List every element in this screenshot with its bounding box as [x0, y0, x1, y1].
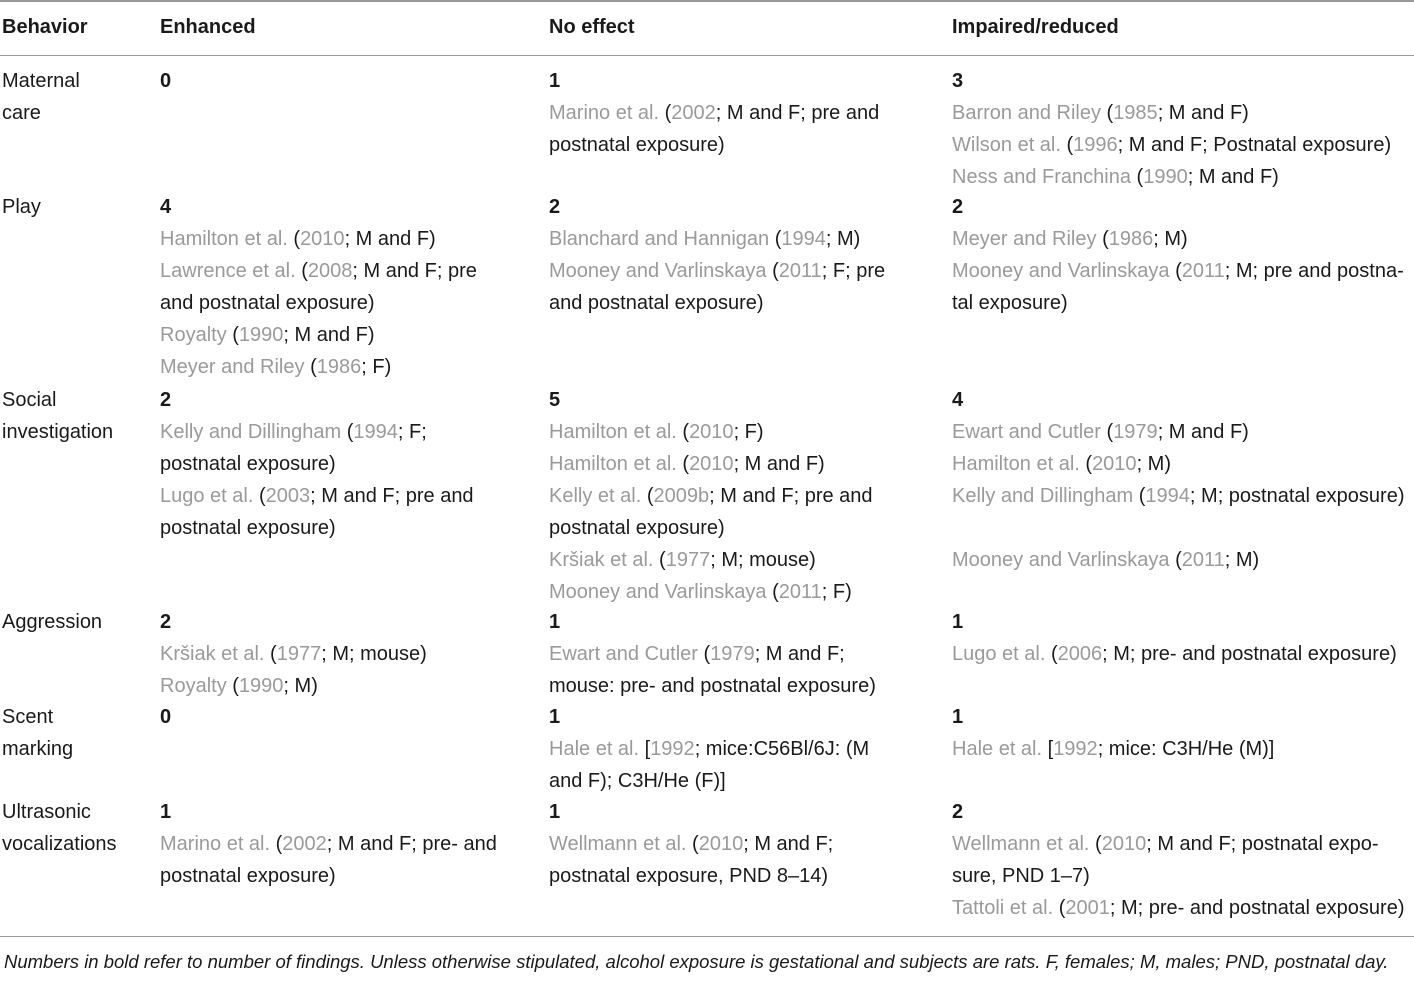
finding-count: 2 [952, 196, 964, 218]
cell-aggression-impaired [952, 606, 1397, 670]
citation-reference: 1986 [316, 356, 362, 378]
cell-social-enhanced: 2 Kelly and Dillingham (1994; F; postnatal exposure) Lugo et al. (2003; M and F; pre and postnatal exposure) [160, 384, 474, 544]
citation-detail: ( [304, 356, 317, 378]
citation-detail: ( [653, 549, 666, 571]
finding-count: 2 [952, 801, 964, 823]
finding-count: 1 [549, 611, 561, 633]
citation [549, 576, 873, 608]
citation-reference: Lugo et al. [160, 485, 254, 507]
citation-detail: ; M and F) [344, 228, 436, 250]
citation-detail: ( [1169, 549, 1182, 571]
header-rule [0, 55, 1414, 56]
citation-detail: ; M and F; postnatal expo- [1146, 833, 1379, 855]
cell-social-impaired [952, 384, 1404, 576]
citation-reference: 2003 [265, 485, 311, 507]
citation-reference: 1977 [276, 643, 322, 665]
table-bottom-rule [0, 936, 1414, 937]
cell-maternal-no-effect: 1 Marino et al. (2002; M and F; pre and postnatal exposure) [549, 65, 879, 161]
citation-reference: 1990 [238, 324, 284, 346]
citation-detail: ( [226, 324, 239, 346]
cell-aggression-no-effect: 1 Ewart and Cutler (1979; M and F; mouse: pre- and postnatal exposure) [549, 606, 876, 702]
citation-reference: Blanchard and Hannigan [549, 228, 770, 250]
citation-reference: Hamilton et al. [160, 228, 288, 250]
citation [952, 448, 1404, 480]
column-header-enhanced: Enhanced [160, 16, 256, 38]
citation-detail: ( [697, 643, 711, 665]
citation [952, 892, 1405, 924]
citation [160, 351, 477, 383]
citation-detail: [ [1042, 738, 1054, 760]
citation-detail: ( [676, 421, 690, 443]
row-label-social-investigation: Social investigation [2, 389, 114, 443]
finding-count: 1 [549, 70, 561, 92]
citation-detail: ; M and F) [1157, 421, 1249, 443]
citation-reference: 2010 [689, 453, 734, 475]
citation-detail: ( [769, 228, 782, 250]
citation-reference: 1986 [1108, 228, 1154, 250]
citation-reference: 2010 [300, 228, 345, 250]
citation-reference: Marino et al. [160, 833, 271, 855]
finding-count: 4 [160, 196, 172, 218]
citation-reference: 2002 [671, 102, 716, 124]
citation [549, 416, 873, 448]
cell-usv-impaired: 2 Wellmann et al. (2010; M and F; postnatal expo- sure, PND 1–7) Tattoli et al. (2001; M; pre- and postnatal exposure) [952, 796, 1405, 924]
citation-detail: ; M and F) [733, 453, 825, 475]
citation-reference: Hale et al. [952, 738, 1043, 760]
row-label-maternal-care: Maternal care [2, 70, 80, 124]
cell-social-no-effect: 5 Hamilton et al. (2010; F) Hamilton et al. (2010; M and F) Kelly et al. (2009b; M and F; pre and postnatal exposure) Kršiak et al. (1977; M; mouse) Mooney and Varlinskaya (2011; F) [549, 384, 873, 608]
citation-detail: ; M; pre- and postnatal exposure) [1102, 643, 1397, 665]
citation-reference: Lawrence et al. [160, 260, 296, 282]
cell-scent-no-effect: 1 Hale et al. [1992; mice:C56Bl/6J: (M and F); C3H/He (F)] [549, 701, 869, 797]
citation-detail: ( [1096, 228, 1109, 250]
citation-detail: ; F) [821, 581, 852, 603]
citation-detail: [ [639, 738, 651, 760]
finding-count: 3 [952, 70, 964, 92]
finding-count: 5 [549, 389, 561, 411]
citation-reference: Hale et al. [549, 738, 640, 760]
finding-count: 1 [549, 801, 561, 823]
citation [549, 733, 869, 765]
citation-detail: ; F; pre [821, 260, 886, 282]
citation [952, 97, 1391, 129]
citation-reference: Ewart and Cutler [952, 421, 1101, 443]
citation-reference: Kelly and Dillingham [160, 421, 342, 443]
citation-detail: ( [766, 260, 779, 282]
citation-reference: Wilson et al. [952, 134, 1061, 156]
citation-reference: 2011 [1181, 260, 1225, 282]
citation [160, 416, 474, 448]
finding-count: 1 [952, 706, 964, 728]
citation-detail: ; M; pre- and postnatal exposure) [1109, 897, 1405, 919]
citation-reference: 1990 [238, 675, 284, 697]
cell-scent-impaired [952, 701, 1274, 765]
finding-count: 4 [952, 389, 964, 411]
citation-detail: ; M) [1136, 453, 1171, 475]
row-label-ultrasonic-vocalizations: Ultrasonic vocalizations [2, 801, 117, 855]
citation-reference: Kršiak et al. [549, 549, 654, 571]
citation-detail: ( [1133, 485, 1146, 507]
citation [549, 638, 876, 670]
citation-detail: ; M and F; pre- and [326, 833, 497, 855]
finding-count: 0 [160, 70, 172, 92]
citation-reference: Wellmann et al. [952, 833, 1090, 855]
citation-detail: ; M and F; pre and [310, 485, 474, 507]
citation [549, 223, 885, 255]
citation-reference: Royalty [160, 324, 227, 346]
citation-reference: Ewart and Cutler [549, 643, 698, 665]
citation-detail: ; F) [733, 421, 764, 443]
citation-reference: Mooney and Varlinskaya [952, 549, 1170, 571]
citation-detail: ( [1169, 260, 1182, 282]
citation-reference: 1985 [1113, 102, 1158, 124]
row-label-aggression: Aggression [2, 611, 103, 633]
citation-reference: Ness and Franchina [952, 166, 1131, 188]
citation-detail: ( [1100, 421, 1114, 443]
citation-reference: Marino et al. [549, 102, 660, 124]
citation-reference: Mooney and Varlinskaya [549, 581, 767, 603]
column-header-behavior: Behavior [2, 16, 88, 38]
citation-reference: 1994 [353, 421, 398, 443]
citation-reference: 1992 [1053, 738, 1098, 760]
citation [952, 828, 1405, 860]
citation [160, 255, 477, 287]
citation-detail: ( [287, 228, 301, 250]
citation-detail: ( [1045, 643, 1058, 665]
citation-detail: ; M and F) [1187, 166, 1279, 188]
finding-count: 0 [160, 706, 172, 728]
citation-reference: 2006 [1057, 643, 1103, 665]
citation-detail: ( [341, 421, 354, 443]
citation-detail: ; M and F; pre and [709, 485, 873, 507]
citation-detail: ( [766, 581, 779, 603]
citation-reference: 1994 [781, 228, 826, 250]
citation-detail: ; M; mouse) [710, 549, 816, 571]
row-label-scent-marking: Scent marking [2, 706, 74, 760]
citation-reference: Hamilton et al. [952, 453, 1080, 475]
citation-detail: ; M and F) [1157, 102, 1249, 124]
citation-reference: 2010 [1092, 453, 1137, 475]
citation-detail: ( [1079, 453, 1093, 475]
citation-detail: ( [295, 260, 308, 282]
citation [549, 480, 873, 512]
citation-reference: 2011 [778, 581, 822, 603]
citation-detail: ( [676, 453, 690, 475]
finding-count: 2 [160, 389, 172, 411]
citation-detail: ; M; pre and postna- [1224, 260, 1404, 282]
citation-detail: ; M and F; pre [352, 260, 477, 282]
citation-reference: Lugo et al. [952, 643, 1046, 665]
citation-detail: ; M and F) [283, 324, 375, 346]
citation-reference: Kelly and Dillingham [952, 485, 1134, 507]
citation-reference: Mooney and Varlinskaya [952, 260, 1170, 282]
citation-reference: Barron and Riley [952, 102, 1101, 124]
cell-aggression-enhanced [160, 606, 427, 702]
citation-reference: Wellmann et al. [549, 833, 687, 855]
citation-reference: Kršiak et al. [160, 643, 265, 665]
citation-detail: ; mice: C3H/He (M)] [1097, 738, 1275, 760]
citation-detail: ( [270, 833, 283, 855]
citation-reference: Royalty [160, 675, 227, 697]
cell-play-impaired: 2 Meyer and Riley (1986; M) Mooney and Varlinskaya (2011; M; pre and postna- tal exposure) [952, 191, 1404, 319]
citation-detail: ; F; [397, 421, 427, 443]
cell-maternal-enhanced [160, 65, 171, 97]
citation-reference: 2009b [653, 485, 710, 507]
citation [952, 161, 1391, 193]
citation-reference: 2011 [778, 260, 822, 282]
citation-detail: ; M; mouse) [321, 643, 427, 665]
citation-detail: ( [1130, 166, 1144, 188]
citation-reference: 2010 [689, 421, 734, 443]
cell-maternal-impaired [952, 65, 1391, 193]
citation [549, 544, 873, 576]
citation-reference: 1979 [710, 643, 755, 665]
citation-detail: ( [686, 833, 699, 855]
citation-detail: ( [659, 102, 672, 124]
citation-detail: ; M and F; [743, 833, 834, 855]
citation-reference: Kelly et al. [549, 485, 642, 507]
citation-detail: ( [1053, 897, 1066, 919]
citation [952, 255, 1404, 287]
citation [549, 828, 833, 860]
citation-reference: 2010 [698, 833, 744, 855]
citation-reference: Meyer and Riley [160, 356, 305, 378]
citation-detail: ( [1060, 134, 1074, 156]
citation-reference: 1994 [1145, 485, 1190, 507]
citation [549, 97, 879, 129]
finding-count: 1 [160, 801, 172, 823]
finding-count: 1 [549, 706, 561, 728]
citation-detail: ; M) [283, 675, 318, 697]
citation [952, 223, 1404, 255]
table-top-rule [0, 0, 1414, 2]
citation-detail: ; M) [1153, 228, 1188, 250]
citation-detail: ( [226, 675, 239, 697]
citation-reference: 1977 [665, 549, 711, 571]
citation-detail: ( [1100, 102, 1114, 124]
citation [160, 319, 477, 351]
finding-count: 2 [160, 611, 172, 633]
cell-play-enhanced: 4 Hamilton et al. (2010; M and F) Lawrence et al. (2008; M and F; pre and postnatal exposure) Royalty (1990; M and F) Meyer and Riley (1986; F) [160, 191, 477, 383]
citation-detail: ( [264, 643, 277, 665]
citation [952, 416, 1404, 448]
citation [952, 129, 1391, 161]
column-header-no-effect: No effect [549, 16, 635, 38]
citation [952, 638, 1397, 670]
citation-detail: ; M and F; pre and [715, 102, 880, 124]
finding-count: 2 [549, 196, 561, 218]
citation-reference: Hamilton et al. [549, 453, 677, 475]
citation-reference: 1992 [650, 738, 695, 760]
citation-detail: ; F) [361, 356, 392, 378]
citation [952, 544, 1404, 576]
citation-reference: 2011 [1181, 549, 1225, 571]
citation-reference: 2002 [282, 833, 327, 855]
citation [549, 448, 873, 480]
citation [160, 670, 427, 702]
citation-reference: Meyer and Riley [952, 228, 1097, 250]
cell-usv-enhanced: 1 Marino et al. (2002; M and F; pre- and postnatal exposure) [160, 796, 497, 892]
citation-reference: 1979 [1113, 421, 1158, 443]
citation-detail: ; M) [825, 228, 861, 250]
cell-usv-no-effect: 1 Wellmann et al. (2010; M and F; postnatal exposure, PND 8–14) [549, 796, 833, 892]
citation-reference: 2008 [307, 260, 353, 282]
citation-detail: ; M) [1224, 549, 1260, 571]
citation [160, 223, 477, 255]
citation-reference: 2001 [1065, 897, 1110, 919]
cell-play-no-effect: 2 Blanchard and Hannigan (1994; M) Mooney and Varlinskaya (2011; F; pre and postnatal exposure) [549, 191, 885, 319]
citation-detail: ; M and F; [754, 643, 845, 665]
citation [160, 638, 427, 670]
cell-scent-enhanced [160, 701, 171, 733]
table-footnote: Numbers in bold refer to number of findings. Unless otherwise stipulated, alcohol exposure is gestational and subjects are rats. F, females; M, males; PND, postnatal day. [4, 951, 1389, 972]
citation-detail: ; M; postnatal exposure) [1189, 485, 1405, 507]
citation-detail: ( [1089, 833, 1102, 855]
citation [952, 480, 1404, 512]
column-header-impaired: Impaired/reduced [952, 16, 1119, 38]
citation-reference: Mooney and Varlinskaya [549, 260, 767, 282]
citation-detail: ; mice:C56Bl/6J: (M [694, 738, 870, 760]
citation [160, 828, 497, 860]
citation-reference: Tattoli et al. [952, 897, 1054, 919]
citation [952, 733, 1274, 765]
citation-reference: Hamilton et al. [549, 421, 677, 443]
citation-reference: 1996 [1073, 134, 1118, 156]
citation [160, 480, 474, 512]
row-label-play: Play [2, 196, 41, 218]
citation [549, 255, 885, 287]
citation-reference: 2010 [1101, 833, 1147, 855]
citation-reference: 1990 [1143, 166, 1188, 188]
finding-count: 1 [952, 611, 964, 633]
citation-detail: ; M and F; Postnatal exposure) [1117, 134, 1392, 156]
citation-detail: ( [253, 485, 266, 507]
citation-detail: ( [641, 485, 654, 507]
